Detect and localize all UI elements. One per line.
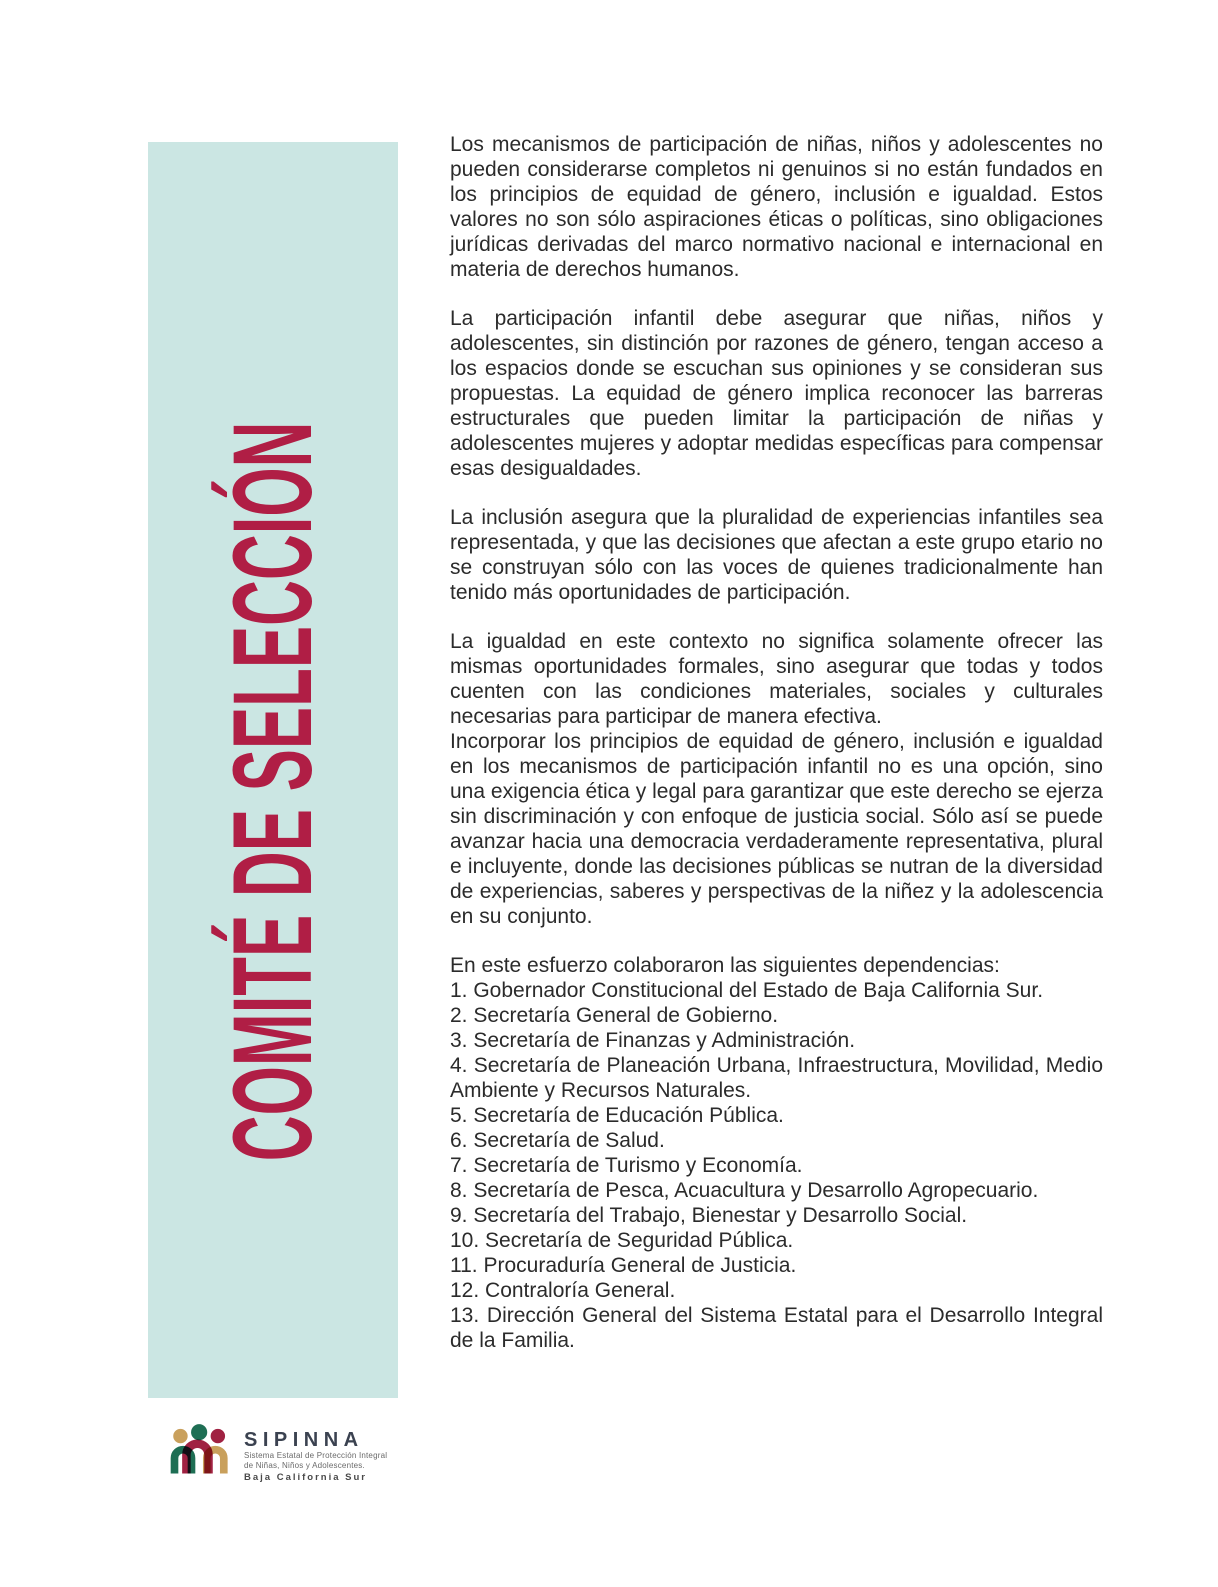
list-item-4: 4. Secretaría de Planeación Urbana, Infraestructura, Movilidad, Medio Ambiente y Recursos Naturales.: [450, 1054, 1103, 1102]
list-item-2: 2. Secretaría General de Gobierno.: [450, 1004, 779, 1027]
body-paragraph-2: La participación infantil debe asegurar que niñas, niños y adolescentes, sin distinción por razones de género, tengan acceso a los espacios donde se escuchan sus opiniones y se consideran sus propuestas. La equidad de género implica reconocer las barreras estructurales que pueden limitar la participación de niñas y adolescentes mujeres y adoptar medidas específicas para compensar esas desigualdades.: [450, 307, 1103, 480]
list-item-12: 12. Contraloría General.: [450, 1279, 676, 1302]
logo-brand-name: SIPINNA: [244, 1429, 364, 1451]
body-paragraph-3: La inclusión asegura que la pluralidad de experiencias infantiles sea representada, y que las decisiones que afectan a este grupo etario no se construyan sólo con las voces de quienes tradicionalmente han tenido más oportunidades de participación.: [450, 506, 1103, 604]
main-text-column: [450, 132, 1103, 1353]
list-item-9: 9. Secretaría del Trabajo, Bienestar y Desarrollo Social.: [450, 1204, 968, 1227]
body-paragraph-4: La igualdad en este contexto no significa solamente ofrecer las mismas oportunidades formales, sino asegurar que todas y todos cuenten con las condiciones materiales, sociales y culturales necesarias para participar de manera efectiva.: [450, 630, 1103, 728]
list-item-10: 10. Secretaría de Seguridad Pública.: [450, 1229, 794, 1252]
list-item-11: 11. Procuraduría General de Justicia.: [450, 1254, 797, 1277]
sidebar-panel: [148, 142, 398, 1398]
sidebar-vertical-title: COMITÉ DE SELECCIÓN: [210, 421, 335, 1162]
list-item-8: 8. Secretaría de Pesca, Acuacultura y Desarrollo Agropecuario.: [450, 1179, 1039, 1202]
body-paragraph-1: Los mecanismos de participación de niñas, niños y adolescentes no pueden considerarse completos ni genuinos si no están fundados en los principios de equidad de género, inclusión e igualdad. Estos valores no son sólo aspiraciones éticas o políticas, sino obligaciones jurídicas derivadas del marco normativo nacional e internacional en materia de derechos humanos.: [450, 133, 1103, 281]
body-paragraph-5: Incorporar los principios de equidad de género, inclusión e igualdad en los mecanismos de participación infantil no es una opción, sino una exigencia ética y legal para garantizar que este derecho se ejerza sin discriminación y con enfoque de justicia social. Sólo así se puede avanzar hacia una democracia verdaderamente representativa, plural e incluyente, donde las decisiones públicas se nutran de la diversidad de experiencias, saberes y perspectivas de la niñez y la adolescencia en su conjunto.: [450, 730, 1103, 928]
dependencies-list-intro: En este esfuerzo colaboraron las siguientes dependencias:: [450, 954, 1000, 977]
logo-tagline-line1: Sistema Estatal de Protección Integral: [244, 1451, 388, 1460]
dependencies-list: [450, 953, 1103, 1353]
list-item-1: 1. Gobernador Constitucional del Estado de Baja California Sur.: [450, 979, 1044, 1002]
list-item-7: 7. Secretaría de Turismo y Economía.: [450, 1154, 803, 1177]
sipinna-people-icon: [166, 1424, 234, 1477]
logo-region: Baja California Sur: [244, 1472, 367, 1483]
logo-text-block: [244, 1424, 387, 1483]
list-item-3: 3. Secretaría de Finanzas y Administración.: [450, 1029, 856, 1052]
sipinna-logo: [166, 1424, 387, 1483]
list-item-5: 5. Secretaría de Educación Pública.: [450, 1104, 784, 1127]
logo-tagline-line2: de Niñas, Niños y Adolescentes.: [244, 1460, 365, 1470]
list-item-6: 6. Secretaría de Salud.: [450, 1129, 665, 1152]
list-item-13: 13. Dirección General del Sistema Estatal para el Desarrollo Integral de la Familia.: [450, 1304, 1103, 1352]
